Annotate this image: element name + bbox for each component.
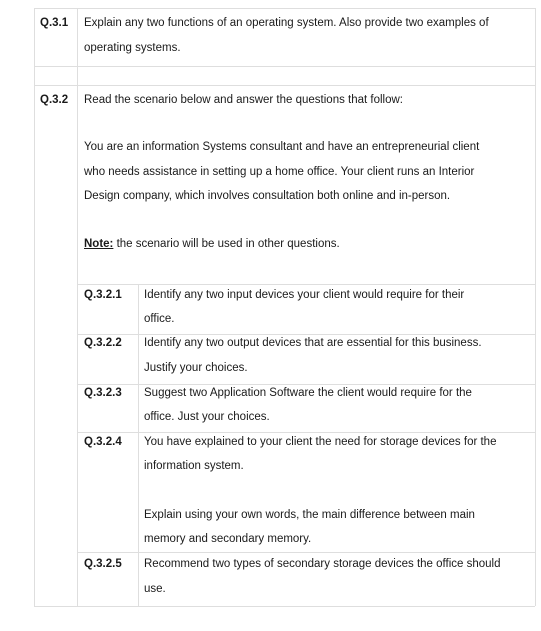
- table-row-divider: [77, 334, 535, 335]
- table-column-divider: [77, 8, 78, 606]
- question-number: Q.3.2: [40, 94, 69, 106]
- question-text: Explain any two functions of an operating system. Also provide two examples of: [84, 17, 489, 29]
- subquestion-text: Identify any two output devices that are essential for this business.: [144, 337, 482, 349]
- table-border-left: [34, 8, 35, 606]
- subquestion-number: Q.3.2.2: [84, 337, 122, 349]
- subquestion-text: use.: [144, 583, 166, 595]
- scenario-text: You are an information Systems consultant and have an entrepreneurial client: [84, 141, 480, 153]
- table-row-divider: [34, 85, 535, 86]
- question-number: Q.3.1: [40, 17, 69, 29]
- subquestion-text: Explain using your own words, the main difference between main: [144, 509, 475, 521]
- table-border-top: [34, 8, 535, 9]
- question-text: Read the scenario below and answer the questions that follow:: [84, 94, 404, 106]
- subquestion-text: office.: [144, 313, 175, 325]
- subquestion-text: office. Just your choices.: [144, 411, 270, 423]
- table-row-divider: [77, 432, 535, 433]
- subquestion-text: Recommend two types of secondary storage devices the office should: [144, 558, 501, 570]
- question-text: operating systems.: [84, 42, 181, 54]
- note-text: the scenario will be used in other questions.: [113, 238, 340, 250]
- scenario-text: Design company, which involves consultation both online and in-person.: [84, 190, 451, 202]
- scenario-text: who needs assistance in setting up a home office. Your client runs an Interior: [84, 166, 475, 178]
- subquestion-number: Q.3.2.1: [84, 289, 122, 301]
- table-row-divider: [77, 384, 535, 385]
- subquestion-text: memory and secondary memory.: [144, 533, 312, 545]
- table-border-bottom: [34, 606, 535, 607]
- subquestion-text: Suggest two Application Software the client would require for the: [144, 387, 472, 399]
- subquestion-text: Identify any two input devices your client would require for their: [144, 289, 465, 301]
- note-label: Note:: [84, 238, 114, 250]
- subquestion-number: Q.3.2.3: [84, 387, 122, 399]
- table-row-divider: [77, 284, 535, 285]
- subquestion-text: Justify your choices.: [144, 362, 248, 374]
- table-column-divider: [138, 284, 139, 606]
- subquestion-number: Q.3.2.5: [84, 558, 122, 570]
- subquestion-text: You have explained to your client the need for storage devices for the: [144, 436, 497, 448]
- table-row-divider: [34, 66, 535, 67]
- note: [84, 238, 340, 250]
- subquestion-text: information system.: [144, 460, 244, 472]
- table-row-divider: [77, 552, 535, 553]
- table-border-right: [535, 8, 536, 606]
- subquestion-number: Q.3.2.4: [84, 436, 122, 448]
